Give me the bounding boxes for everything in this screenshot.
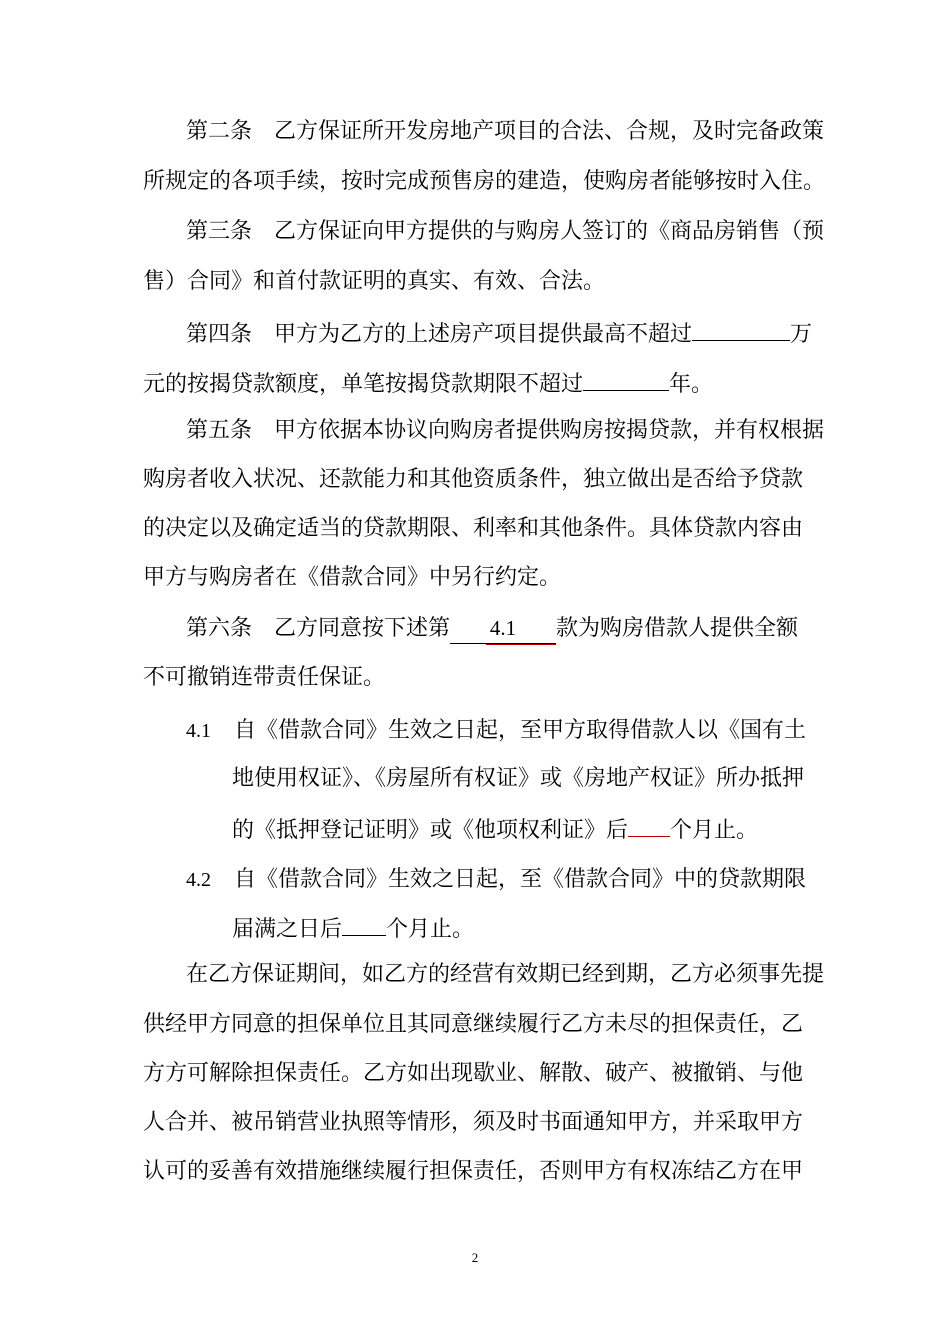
- article-6-line-1: 第六条 乙方同意按下述第 4.1 款为购房借款人提供全额: [186, 613, 798, 644]
- months-blank-4-2[interactable]: [342, 911, 386, 936]
- article-2-title: 第二条: [186, 119, 253, 144]
- item-4-2-line-1: 4.2 自《借款合同》生效之日起，至《借款合同》中的贷款期限: [186, 865, 806, 895]
- closing-line-2: 供经甲方同意的担保单位且其同意继续履行乙方未尽的担保责任，乙: [143, 1012, 804, 1037]
- loan-amount-blank[interactable]: [692, 316, 790, 341]
- months-blank-4-1[interactable]: [628, 812, 670, 837]
- item-4-1-number: 4.1: [186, 720, 211, 742]
- article-4-title: 第四条: [186, 322, 253, 347]
- guarantee-clause-field[interactable]: 4.1: [450, 613, 556, 644]
- article-3-line-2: 售）合同》和首付款证明的真实、有效、合法。: [143, 269, 606, 294]
- article-6-title: 第六条: [186, 616, 253, 641]
- item-4-1-line-2: 地使用权证》、《房屋所有权证》或《房地产权证》所办抵押: [232, 766, 805, 791]
- article-5-text: 甲方依据本协议向购房者提供购房按揭贷款，并有权根据: [274, 418, 825, 443]
- closing-line-4: 人合并、被吊销营业执照等情形，须及时书面通知甲方，并采取甲方: [143, 1110, 804, 1135]
- article-5-line-4: 甲方与购房者在《借款合同》中另行约定。: [143, 565, 562, 590]
- page-number: 2: [471, 1250, 479, 1265]
- article-2-text: 乙方保证所开发房地产项目的合法、合规，及时完备政策: [274, 119, 825, 144]
- article-3-line-1: [186, 217, 824, 247]
- article-6-line-2: 不可撤销连带责任保证。: [143, 665, 386, 690]
- article-2-line-2: 所规定的各项手续，按时完成预售房的建造，使购房者能够按时入住。: [143, 169, 826, 194]
- closing-line-1: 在乙方保证期间，如乙方的经营有效期已经到期，乙方必须事先提: [186, 962, 825, 987]
- item-4-2-number: 4.2: [186, 869, 211, 891]
- item-4-1-line-3: 的《抵押登记证明》或《他项权利证》后 个月止。: [232, 812, 758, 846]
- article-5-line-3: 的决定以及确定适当的贷款期限、利率和其他条件。具体贷款内容由: [143, 516, 804, 541]
- article-5-line-1: [186, 416, 824, 446]
- item-4-2-line-2: 届满之日后 个月止。: [232, 911, 474, 945]
- article-4-line-1: 第四条 甲方为乙方的上述房产项目提供最高不超过 万: [186, 316, 812, 350]
- article-5-title: 第五条: [186, 418, 253, 443]
- article-5-line-2: 购房者收入状况、还款能力和其他资质条件，独立做出是否给予贷款: [143, 467, 804, 492]
- article-4-line-2: 元的按揭贷款额度，单笔按揭贷款期限不超过 年。: [143, 366, 713, 400]
- article-2-line-1: [186, 117, 824, 147]
- closing-line-3: 方方可解除担保责任。乙方如出现歇业、解散、破产、被撤销、与他: [143, 1061, 804, 1086]
- item-4-1-line-1: 4.1 自《借款合同》生效之日起，至甲方取得借款人以《国有土: [186, 716, 806, 746]
- article-3-title: 第三条: [186, 219, 253, 244]
- article-3-text: 乙方保证向甲方提供的与购房人签订的《商品房销售（预: [274, 219, 825, 244]
- loan-term-blank[interactable]: [583, 366, 669, 391]
- closing-line-5: 认可的妥善有效措施继续履行担保责任，否则甲方有权冻结乙方在甲: [143, 1159, 804, 1184]
